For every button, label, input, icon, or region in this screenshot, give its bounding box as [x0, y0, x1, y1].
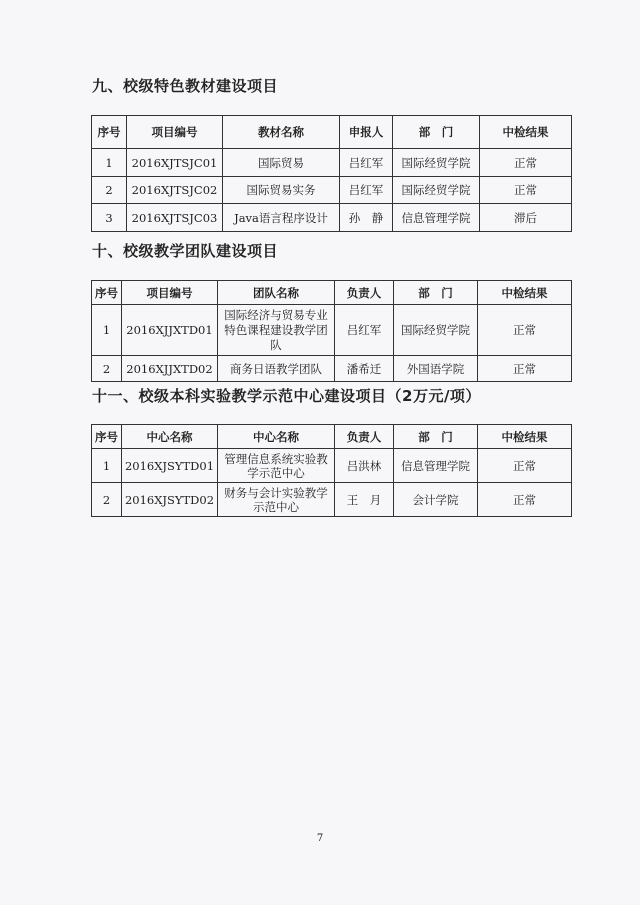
cell-index: 1	[92, 149, 127, 177]
page-number: 7	[316, 833, 324, 844]
cell-index: 1	[92, 449, 122, 483]
cell-name: 商务日语教学团队	[218, 356, 335, 382]
table-row	[92, 356, 572, 382]
header-cell: 中心名称	[122, 425, 218, 449]
header-cell: 序号	[92, 425, 122, 449]
cell-department: 外国语学院	[394, 356, 478, 382]
table-header-row	[92, 425, 572, 449]
cell-department: 会计学院	[394, 483, 478, 517]
cell-code: 2016XJSYTD01	[122, 449, 218, 483]
cell-department: 国际经贸学院	[393, 149, 480, 177]
cell-person: 孙 静	[340, 204, 393, 232]
table-row	[92, 149, 572, 177]
cell-name: 财务与会计实验教学示范中心	[218, 483, 335, 517]
cell-index: 3	[92, 204, 127, 232]
header-cell: 中检结果	[478, 425, 572, 449]
cell-result: 正常	[480, 177, 572, 204]
header-cell: 中检结果	[480, 116, 572, 149]
header-cell: 申报人	[340, 116, 393, 149]
cell-code: 2016XJSYTD02	[122, 483, 218, 517]
header-cell: 中检结果	[478, 281, 572, 305]
cell-person: 吕洪林	[335, 449, 394, 483]
header-cell: 中心名称	[218, 425, 335, 449]
cell-name: 国际经济与贸易专业特色课程建设教学团队	[218, 305, 335, 356]
header-cell: 序号	[92, 116, 127, 149]
header-cell: 负责人	[335, 281, 394, 305]
table-row	[92, 449, 572, 483]
cell-name: Java语言程序设计	[223, 204, 340, 232]
cell-index: 2	[92, 177, 127, 204]
cell-result: 正常	[478, 305, 572, 356]
cell-name: 管理信息系统实验教学示范中心	[218, 449, 335, 483]
cell-code: 2016XJJXTD01	[122, 305, 218, 356]
header-cell: 部 门	[394, 425, 478, 449]
header-cell: 教材名称	[223, 116, 340, 149]
cell-name: 国际贸易	[223, 149, 340, 177]
header-cell: 部 门	[393, 116, 480, 149]
table-row	[92, 305, 572, 356]
teaching-team-projects-table	[91, 280, 572, 382]
cell-department: 国际经贸学院	[394, 305, 478, 356]
cell-department: 国际经贸学院	[393, 177, 480, 204]
cell-index: 2	[92, 356, 122, 382]
cell-department: 信息管理学院	[393, 204, 480, 232]
table-row	[92, 177, 572, 204]
cell-index: 2	[92, 483, 122, 517]
section-title-textbook: 九、校级特色教材建设项目	[92, 77, 279, 95]
cell-person: 吕红军	[340, 149, 393, 177]
cell-code: 2016XJTSJC02	[127, 177, 223, 204]
cell-result: 正常	[480, 149, 572, 177]
cell-result: 正常	[478, 483, 572, 517]
cell-result: 滞后	[480, 204, 572, 232]
table-row	[92, 204, 572, 232]
cell-person: 吕红军	[335, 305, 394, 356]
cell-code: 2016XJJXTD02	[122, 356, 218, 382]
cell-name: 国际贸易实务	[223, 177, 340, 204]
cell-person: 王 月	[335, 483, 394, 517]
lab-center-projects-table	[91, 424, 572, 517]
cell-index: 1	[92, 305, 122, 356]
cell-person: 潘希迁	[335, 356, 394, 382]
header-cell: 项目编号	[127, 116, 223, 149]
section-title-teaching-team: 十、校级教学团队建设项目	[92, 242, 279, 260]
cell-person: 吕红军	[340, 177, 393, 204]
cell-code: 2016XJTSJC01	[127, 149, 223, 177]
cell-result: 正常	[478, 356, 572, 382]
cell-result: 正常	[478, 449, 572, 483]
textbook-projects-table	[91, 115, 572, 232]
section-title-lab-center: 十一、校级本科实验教学示范中心建设项目（2万元/项）	[92, 387, 481, 405]
table-header-row	[92, 116, 572, 149]
header-cell: 项目编号	[122, 281, 218, 305]
table-header-row	[92, 281, 572, 305]
header-cell: 部 门	[394, 281, 478, 305]
header-cell: 团队名称	[218, 281, 335, 305]
header-cell: 负责人	[335, 425, 394, 449]
header-cell: 序号	[92, 281, 122, 305]
cell-department: 信息管理学院	[394, 449, 478, 483]
cell-code: 2016XJTSJC03	[127, 204, 223, 232]
table-row	[92, 483, 572, 517]
